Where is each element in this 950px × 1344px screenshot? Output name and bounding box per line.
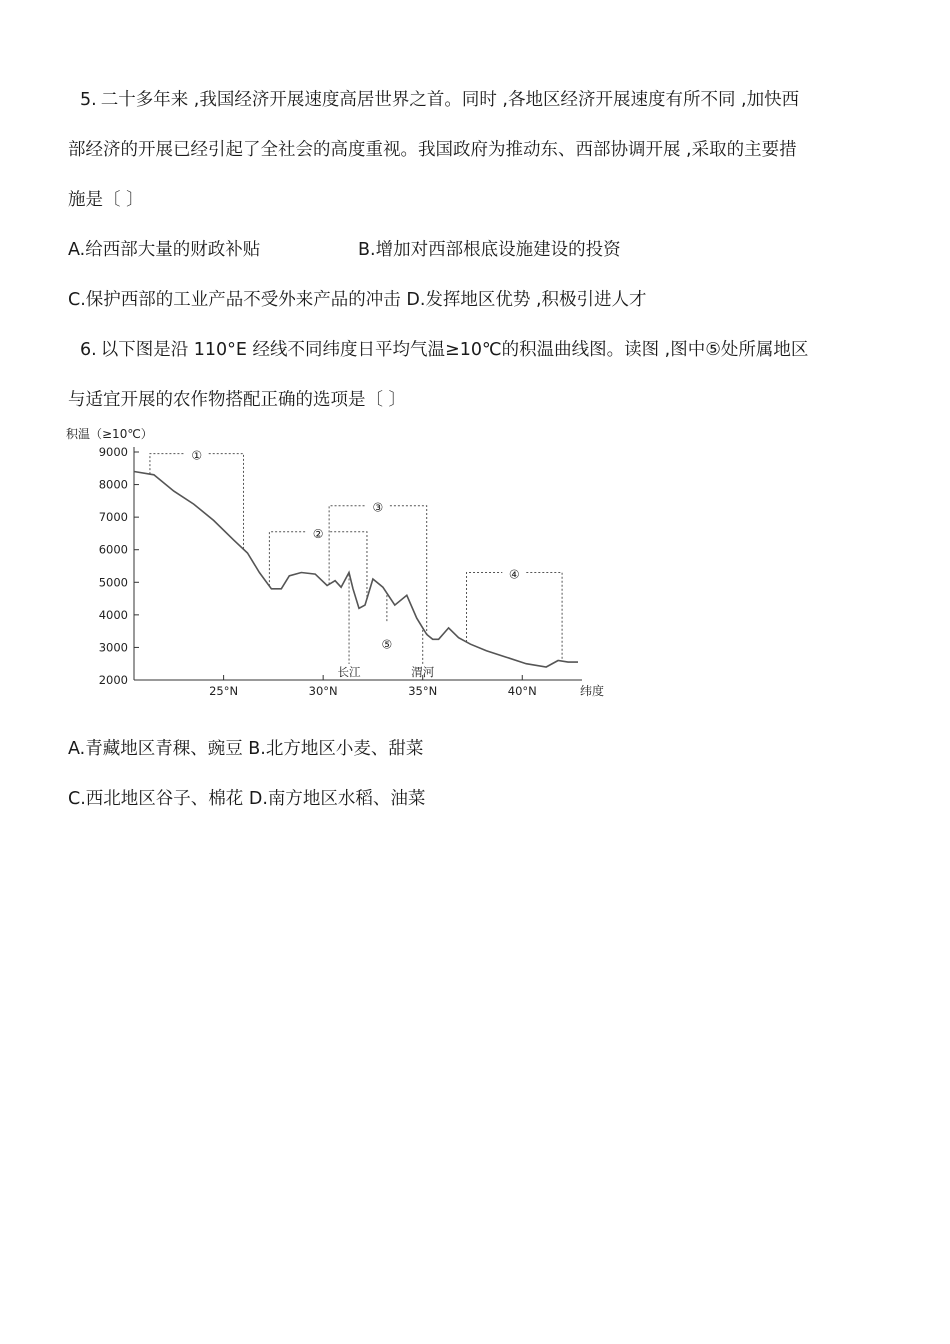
y-tick-label: 7000	[98, 510, 128, 525]
river-label: 长江	[337, 665, 361, 679]
q6-line1	[80, 338, 808, 362]
q5-stem-1: 二十多年来 ,我国经济开展速度高居世界之首。同时 ,各地区经济开展速度有所不同 ,加快西	[100, 90, 800, 110]
q5-option-a: A.给西部大量的财政补贴	[68, 240, 261, 260]
accumulated-temperature-chart	[62, 422, 622, 707]
x-axis-label: 纬度	[580, 684, 605, 698]
x-tick-label: 30°N	[308, 684, 338, 698]
region-label: ④	[508, 567, 520, 582]
q6-number: 6.	[80, 340, 97, 360]
region-bracket	[329, 506, 427, 635]
q6-stem-1: 以下图是沿 110°E 经线不同纬度日平均气温≥10℃的积温曲线图。读图 ,图中⑤处所属地区	[100, 340, 809, 360]
y-tick-label: 3000	[98, 640, 128, 655]
x-tick-label: 40°N	[507, 684, 537, 698]
y-axis-label: 积温（≥10℃）	[66, 427, 153, 441]
q5-stem-3: 施是〔 〕	[68, 190, 144, 210]
y-tick-label: 4000	[98, 607, 128, 622]
y-tick-label: 9000	[98, 445, 128, 459]
x-tick-label: 25°N	[209, 684, 239, 698]
q5-option-b: B.增加对西部根底设施建设的投资	[358, 240, 621, 260]
chart-svg	[62, 422, 622, 707]
q5-line1	[80, 88, 799, 112]
river-label: 渭河	[411, 665, 435, 679]
y-tick-label: 5000	[98, 575, 128, 590]
region-label: ③	[372, 500, 384, 515]
q5-option-cd: C.保护西部的工业产品不受外来产品的冲击 D.发挥地区优势 ,积极引进人才	[68, 290, 647, 310]
q6-stem-2: 与适宜开展的农作物搭配正确的选项是〔 〕	[68, 390, 407, 410]
q6-option-cd: C.西北地区谷子、棉花 D.南方地区水稻、油菜	[68, 789, 426, 809]
q6-option-ab: A.青藏地区青稞、豌豆 B.北方地区小麦、甜菜	[68, 739, 424, 759]
y-tick-label: 8000	[98, 477, 128, 492]
q5-stem-2: 部经济的开展已经引起了全社会的高度重视。我国政府为推动东、西部协调开展 ,采取的主要措	[68, 140, 797, 160]
y-tick-label: 2000	[98, 673, 128, 687]
region-label: ①	[191, 448, 203, 463]
region-label: ②	[312, 526, 324, 541]
x-tick-label: 35°N	[408, 684, 438, 698]
q5-number: 5.	[80, 90, 97, 110]
y-tick-label: 6000	[98, 542, 128, 557]
marker-5: ⑤	[381, 637, 393, 652]
